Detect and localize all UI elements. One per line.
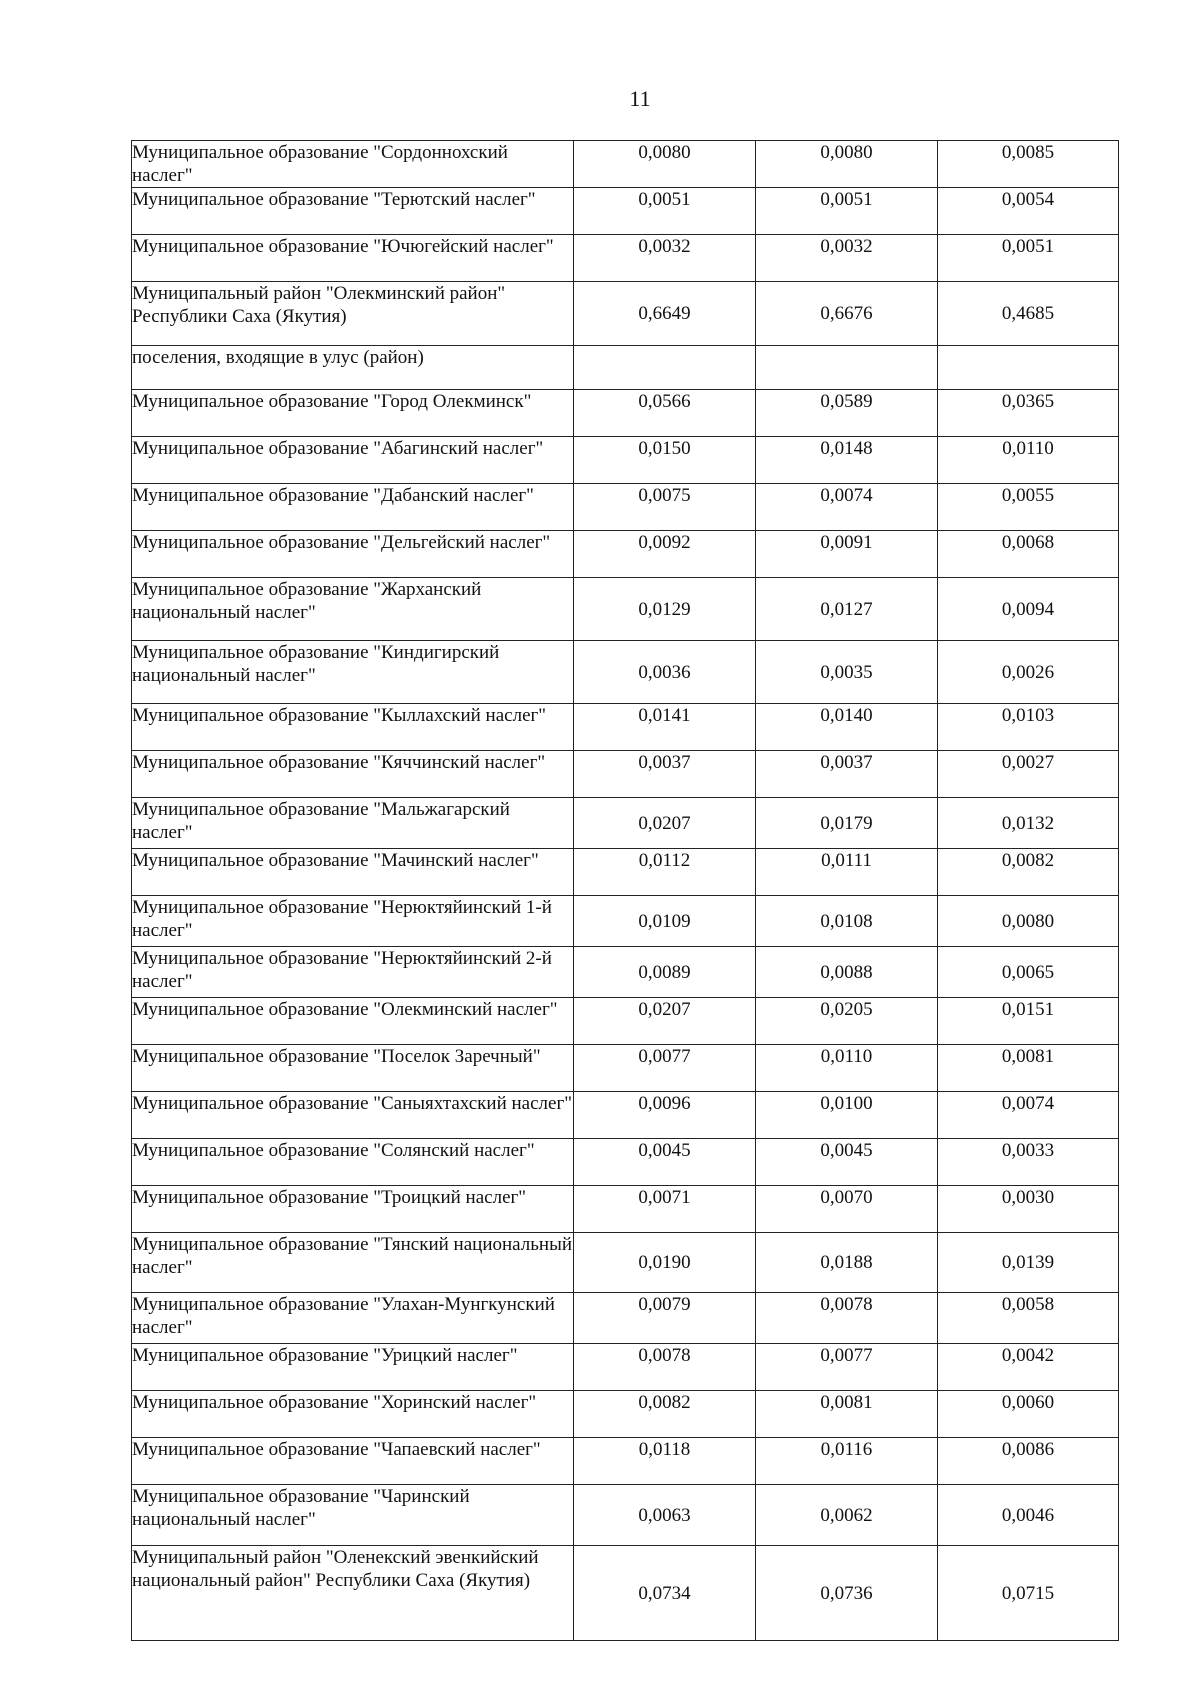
value-cell-col3: 0,0094 bbox=[938, 578, 1119, 641]
value-cell-col2: 0,0081 bbox=[756, 1391, 938, 1438]
value-cell-col2: 0,0179 bbox=[756, 798, 938, 849]
value-cell-col3: 0,0151 bbox=[938, 998, 1119, 1045]
value-cell-col3: 0,0365 bbox=[938, 390, 1119, 437]
value-cell-col1: 0,0109 bbox=[574, 896, 756, 947]
value-cell-col3: 0,0132 bbox=[938, 798, 1119, 849]
table-row bbox=[132, 1438, 1119, 1485]
value-cell-col1: 0,0112 bbox=[574, 849, 756, 896]
value-cell-col2: 0,0205 bbox=[756, 998, 938, 1045]
municipality-name-cell: Муниципальный район "Оленекский эвенкийский национальный район" Республики Саха (Якутия) bbox=[132, 1546, 574, 1641]
table-row bbox=[132, 1045, 1119, 1092]
value-cell-col2: 0,0074 bbox=[756, 484, 938, 531]
value-cell-col2: 0,0736 bbox=[756, 1546, 938, 1641]
value-cell-col2: 0,0062 bbox=[756, 1485, 938, 1546]
value-cell-col3: 0,0074 bbox=[938, 1092, 1119, 1139]
value-cell-col2: 0,0035 bbox=[756, 641, 938, 704]
municipality-name-cell: Муниципальное образование "Сордоннохский наслег" bbox=[132, 141, 574, 188]
value-cell-col3: 0,0139 bbox=[938, 1233, 1119, 1293]
value-cell-col2: 0,0188 bbox=[756, 1233, 938, 1293]
table-row bbox=[132, 1233, 1119, 1293]
value-cell-col1: 0,0734 bbox=[574, 1546, 756, 1641]
municipality-name-cell: Муниципальное образование "Терютский наслег" bbox=[132, 188, 574, 235]
value-cell-col2: 0,0116 bbox=[756, 1438, 938, 1485]
table-row bbox=[132, 235, 1119, 282]
value-cell-col1: 0,0075 bbox=[574, 484, 756, 531]
table-row bbox=[132, 896, 1119, 947]
value-cell-col3: 0,0103 bbox=[938, 704, 1119, 751]
value-cell-col3: 0,0051 bbox=[938, 235, 1119, 282]
value-cell-col2: 0,0045 bbox=[756, 1139, 938, 1186]
value-cell-col1: 0,0190 bbox=[574, 1233, 756, 1293]
municipality-name-cell: Муниципальное образование "Дабанский наслег" bbox=[132, 484, 574, 531]
value-cell-col2 bbox=[756, 346, 938, 390]
value-cell-col2: 0,0127 bbox=[756, 578, 938, 641]
table-row bbox=[132, 282, 1119, 346]
municipality-name-cell: Муниципальное образование "Поселок Заречный" bbox=[132, 1045, 574, 1092]
municipality-name-cell: Муниципальное образование "Мачинский наслег" bbox=[132, 849, 574, 896]
municipality-name-cell: Муниципальное образование "Киндигирский национальный наслег" bbox=[132, 641, 574, 704]
value-cell-col3: 0,0068 bbox=[938, 531, 1119, 578]
table-row bbox=[132, 798, 1119, 849]
value-cell-col1: 0,0207 bbox=[574, 798, 756, 849]
value-cell-col3: 0,0065 bbox=[938, 947, 1119, 998]
value-cell-col2: 0,0148 bbox=[756, 437, 938, 484]
value-cell-col1: 0,0063 bbox=[574, 1485, 756, 1546]
value-cell-col2: 0,0091 bbox=[756, 531, 938, 578]
municipality-name-cell: Муниципальное образование "Чаринский национальный наслег" bbox=[132, 1485, 574, 1546]
municipality-name-cell: Муниципальное образование "Чапаевский наслег" bbox=[132, 1438, 574, 1485]
page-number: 11 bbox=[629, 86, 651, 111]
municipality-name-cell: Муниципальное образование "Абагинский наслег" bbox=[132, 437, 574, 484]
value-cell-col1: 0,0080 bbox=[574, 141, 756, 188]
value-cell-col1: 0,6649 bbox=[574, 282, 756, 346]
value-cell-col3: 0,0055 bbox=[938, 484, 1119, 531]
value-cell-col1: 0,0150 bbox=[574, 437, 756, 484]
value-cell-col2: 0,6676 bbox=[756, 282, 938, 346]
value-cell-col2: 0,0070 bbox=[756, 1186, 938, 1233]
municipality-name-cell: Муниципальное образование "Кыллахский наслег" bbox=[132, 704, 574, 751]
table-row bbox=[132, 1344, 1119, 1391]
value-cell-col3: 0,0715 bbox=[938, 1546, 1119, 1641]
municipality-name-cell: Муниципальное образование "Кяччинский наслег" bbox=[132, 751, 574, 798]
table-row bbox=[132, 1293, 1119, 1344]
value-cell-col1: 0,0071 bbox=[574, 1186, 756, 1233]
value-cell-col3: 0,0085 bbox=[938, 141, 1119, 188]
value-cell-col1: 0,0118 bbox=[574, 1438, 756, 1485]
table-row bbox=[132, 390, 1119, 437]
value-cell-col3: 0,4685 bbox=[938, 282, 1119, 346]
table-row bbox=[132, 704, 1119, 751]
table-row bbox=[132, 998, 1119, 1045]
municipality-name-cell: Муниципальное образование "Жарханский национальный наслег" bbox=[132, 578, 574, 641]
municipality-name-cell: Муниципальное образование "Саныяхтахский наслег" bbox=[132, 1092, 574, 1139]
value-cell-col1: 0,0089 bbox=[574, 947, 756, 998]
municipality-name-cell: Муниципальное образование "Улахан-Мунгкунский наслег" bbox=[132, 1293, 574, 1344]
value-cell-col1: 0,0037 bbox=[574, 751, 756, 798]
allocation-table bbox=[131, 140, 1119, 1641]
value-cell-col3: 0,0042 bbox=[938, 1344, 1119, 1391]
value-cell-col2: 0,0100 bbox=[756, 1092, 938, 1139]
table-row bbox=[132, 531, 1119, 578]
municipality-name-cell: Муниципальное образование "Мальжагарский наслег" bbox=[132, 798, 574, 849]
municipality-name-cell: Муниципальное образование "Город Олекминск" bbox=[132, 390, 574, 437]
value-cell-col3: 0,0082 bbox=[938, 849, 1119, 896]
value-cell-col1: 0,0079 bbox=[574, 1293, 756, 1344]
value-cell-col2: 0,0032 bbox=[756, 235, 938, 282]
value-cell-col1: 0,0096 bbox=[574, 1092, 756, 1139]
value-cell-col1: 0,0082 bbox=[574, 1391, 756, 1438]
value-cell-col2: 0,0080 bbox=[756, 141, 938, 188]
value-cell-col1: 0,0078 bbox=[574, 1344, 756, 1391]
municipality-name-cell: Муниципальное образование "Урицкий наслег" bbox=[132, 1344, 574, 1391]
value-cell-col2: 0,0088 bbox=[756, 947, 938, 998]
table-row bbox=[132, 346, 1119, 390]
value-cell-col3: 0,0027 bbox=[938, 751, 1119, 798]
value-cell-col2: 0,0110 bbox=[756, 1045, 938, 1092]
municipality-name-cell: Муниципальное образование "Нерюктяйинский 1-й наслег" bbox=[132, 896, 574, 947]
municipality-name-cell: Муниципальное образование "Ючюгейский наслег" bbox=[132, 235, 574, 282]
value-cell-col2: 0,0078 bbox=[756, 1293, 938, 1344]
value-cell-col1: 0,0207 bbox=[574, 998, 756, 1045]
value-cell-col1: 0,0129 bbox=[574, 578, 756, 641]
value-cell-col3: 0,0030 bbox=[938, 1186, 1119, 1233]
municipality-name-cell: Муниципальное образование "Тянский национальный наслег" bbox=[132, 1233, 574, 1293]
value-cell-col1: 0,0036 bbox=[574, 641, 756, 704]
value-cell-col2: 0,0140 bbox=[756, 704, 938, 751]
value-cell-col1: 0,0566 bbox=[574, 390, 756, 437]
table-row bbox=[132, 1186, 1119, 1233]
value-cell-col2: 0,0037 bbox=[756, 751, 938, 798]
value-cell-col3: 0,0058 bbox=[938, 1293, 1119, 1344]
value-cell-col1: 0,0045 bbox=[574, 1139, 756, 1186]
table-row bbox=[132, 484, 1119, 531]
value-cell-col2: 0,0589 bbox=[756, 390, 938, 437]
value-cell-col2: 0,0111 bbox=[756, 849, 938, 896]
table-row bbox=[132, 141, 1119, 188]
municipality-name-cell: Муниципальный район "Олекминский район" Республики Саха (Якутия) bbox=[132, 282, 574, 346]
municipality-name-cell: поселения, входящие в улус (район) bbox=[132, 346, 574, 390]
value-cell-col2: 0,0051 bbox=[756, 188, 938, 235]
municipality-name-cell: Муниципальное образование "Олекминский наслег" bbox=[132, 998, 574, 1045]
value-cell-col3: 0,0026 bbox=[938, 641, 1119, 704]
value-cell-col3: 0,0054 bbox=[938, 188, 1119, 235]
value-cell-col1: 0,0092 bbox=[574, 531, 756, 578]
table-row bbox=[132, 641, 1119, 704]
municipality-name-cell: Муниципальное образование "Хоринский наслег" bbox=[132, 1391, 574, 1438]
value-cell-col1: 0,0077 bbox=[574, 1045, 756, 1092]
table-row bbox=[132, 849, 1119, 896]
value-cell-col3: 0,0081 bbox=[938, 1045, 1119, 1092]
table-row bbox=[132, 1139, 1119, 1186]
table-row bbox=[132, 947, 1119, 998]
value-cell-col1 bbox=[574, 346, 756, 390]
table-row bbox=[132, 1546, 1119, 1641]
table-row bbox=[132, 578, 1119, 641]
table-row bbox=[132, 1092, 1119, 1139]
value-cell-col3: 0,0046 bbox=[938, 1485, 1119, 1546]
value-cell-col1: 0,0051 bbox=[574, 188, 756, 235]
value-cell-col3: 0,0110 bbox=[938, 437, 1119, 484]
municipality-name-cell: Муниципальное образование "Солянский наслег" bbox=[132, 1139, 574, 1186]
municipality-name-cell: Муниципальное образование "Троицкий наслег" bbox=[132, 1186, 574, 1233]
value-cell-col3: 0,0033 bbox=[938, 1139, 1119, 1186]
value-cell-col3: 0,0086 bbox=[938, 1438, 1119, 1485]
value-cell-col1: 0,0141 bbox=[574, 704, 756, 751]
table-row bbox=[132, 751, 1119, 798]
table-body bbox=[132, 141, 1119, 1641]
table-row bbox=[132, 1485, 1119, 1546]
table-row bbox=[132, 437, 1119, 484]
value-cell-col3: 0,0060 bbox=[938, 1391, 1119, 1438]
value-cell-col2: 0,0108 bbox=[756, 896, 938, 947]
municipality-name-cell: Муниципальное образование "Нерюктяйинский 2-й наслег" bbox=[132, 947, 574, 998]
table-row bbox=[132, 1391, 1119, 1438]
value-cell-col3: 0,0080 bbox=[938, 896, 1119, 947]
value-cell-col1: 0,0032 bbox=[574, 235, 756, 282]
value-cell-col3 bbox=[938, 346, 1119, 390]
value-cell-col2: 0,0077 bbox=[756, 1344, 938, 1391]
municipality-name-cell: Муниципальное образование "Дельгейский наслег" bbox=[132, 531, 574, 578]
table-row bbox=[132, 188, 1119, 235]
